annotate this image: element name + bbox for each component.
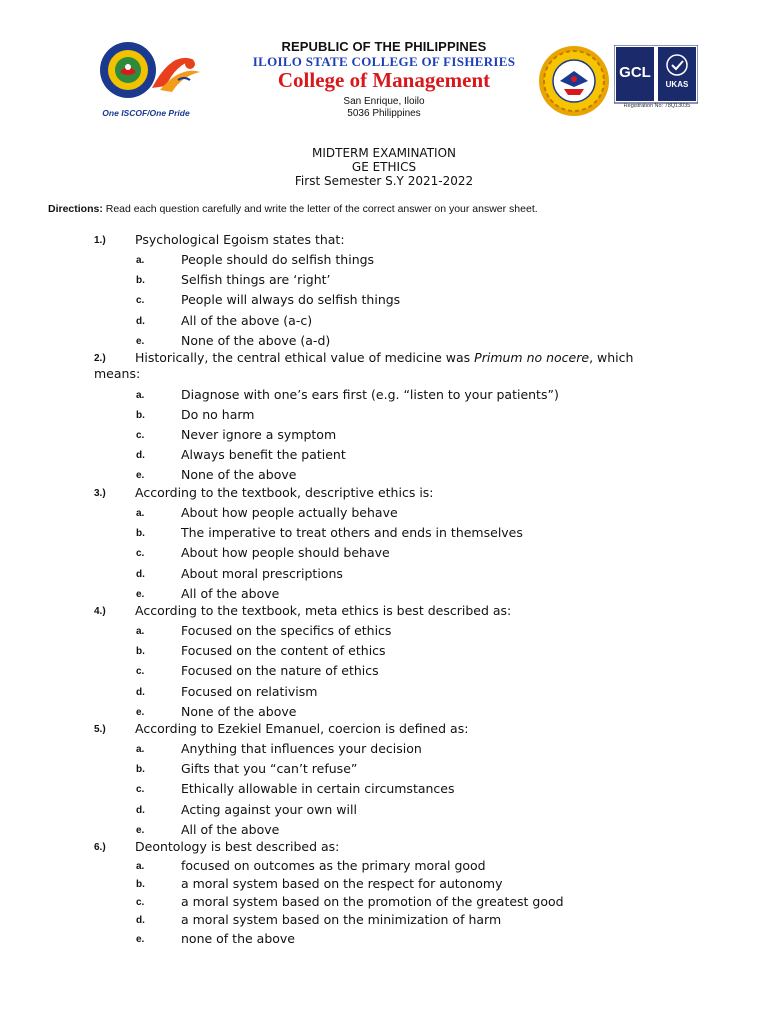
- option-letter: b.: [136, 528, 145, 539]
- svg-text:GCL: GCL: [619, 64, 651, 81]
- question-text: Deontology is best described as:: [135, 839, 340, 854]
- option-text: The imperative to treat others and ends in themselves: [181, 525, 523, 540]
- svg-text:UKAS: UKAS: [665, 80, 689, 89]
- gcl-ukas-certification-badge: [614, 45, 698, 111]
- option-letter: e.: [136, 470, 145, 481]
- option-letter: e.: [136, 589, 145, 600]
- option-letter: c.: [136, 295, 145, 306]
- school-name: ILOILO STATE COLLEGE OF FISHERIES: [252, 54, 516, 69]
- option-text: Diagnose with one’s ears first (e.g. “listen to your patients”): [181, 387, 559, 402]
- option-text: Never ignore a symptom: [181, 427, 337, 442]
- logo-left-tagline: One ISCOF/One Pride: [102, 108, 190, 118]
- option-text: Always benefit the patient: [181, 447, 346, 462]
- document-header: [0, 0, 768, 135]
- option-letter: a.: [136, 626, 145, 637]
- option-text: a moral system based on the promotion of the greatest good: [181, 894, 564, 909]
- option-letter: d.: [136, 316, 145, 327]
- address-line-2: 5036 Philippines: [347, 108, 421, 119]
- option-text: Anything that influences your decision: [181, 741, 422, 756]
- question-number: 6.): [94, 842, 106, 853]
- option-letter: d.: [136, 805, 145, 816]
- option-text: Focused on the specifics of ethics: [181, 623, 392, 638]
- option-letter: c.: [136, 897, 145, 908]
- option-text: None of the above: [181, 467, 297, 482]
- option-letter: b.: [136, 646, 145, 657]
- option-text: All of the above: [181, 822, 280, 837]
- option-text: Focused on the nature of ethics: [181, 663, 379, 678]
- option-text: People should do selfish things: [181, 252, 375, 267]
- option-text: People will always do selfish things: [181, 292, 401, 307]
- option-letter: b.: [136, 410, 145, 421]
- option-letter: e.: [136, 336, 145, 347]
- question-text-start: Historically, the central ethical value of medicine was: [135, 350, 475, 365]
- option-text: Gifts that you “can’t refuse”: [181, 761, 358, 776]
- question-text-end: , which: [589, 350, 634, 365]
- option-letter: c.: [136, 548, 145, 559]
- option-text: Focused on relativism: [181, 684, 318, 699]
- question-number: 5.): [94, 724, 106, 735]
- option-text: All of the above: [181, 586, 280, 601]
- option-letter: e.: [136, 825, 145, 836]
- option-text: focused on outcomes as the primary moral good: [181, 858, 486, 873]
- directions-text: Read each question carefully and write the letter of the correct answer on your answer sheet.: [102, 203, 538, 215]
- option-letter: d.: [136, 569, 145, 580]
- option-letter: a.: [136, 508, 145, 519]
- gcl-registration-number: Registration No: 78Q13035: [623, 103, 691, 109]
- option-text: About how people actually behave: [181, 505, 398, 520]
- option-letter: b.: [136, 764, 145, 775]
- option-letter: e.: [136, 934, 145, 945]
- option-letter: d.: [136, 915, 145, 926]
- address-line-1: San Enrique, Iloilo: [343, 96, 425, 107]
- question-number: 4.): [94, 606, 106, 617]
- question-text: [135, 350, 633, 365]
- question-text: Psychological Egoism states that:: [135, 232, 345, 247]
- option-letter: d.: [136, 687, 145, 698]
- republic-heading: REPUBLIC OF THE PHILIPPINES: [281, 39, 487, 54]
- option-text: none of the above: [181, 931, 295, 946]
- college-name: College of Management: [277, 68, 491, 92]
- question-text-italic: Primum no nocere: [474, 350, 590, 365]
- question-number: 3.): [94, 488, 106, 499]
- directions-label: Directions:: [48, 203, 103, 215]
- question-text: According to Ezekiel Emanuel, coercion is defined as:: [135, 721, 469, 736]
- college-gear-seal-logo: [538, 45, 610, 117]
- directions: [48, 203, 748, 215]
- option-letter: b.: [136, 275, 145, 286]
- option-letter: a.: [136, 744, 145, 755]
- option-letter: e.: [136, 707, 145, 718]
- option-text: Selfish things are ‘right’: [181, 272, 331, 287]
- option-text: None of the above: [181, 704, 297, 719]
- option-text: About moral prescriptions: [181, 566, 343, 581]
- option-text: None of the above (a-d): [181, 333, 331, 348]
- option-text: Do no harm: [181, 407, 255, 422]
- question-text-continued: means:: [94, 366, 141, 381]
- option-text: All of the above (a-c): [181, 313, 313, 328]
- question-text: According to the textbook, meta ethics is best described as:: [135, 603, 512, 618]
- option-text: a moral system based on the minimization of harm: [181, 912, 502, 927]
- exam-subject: GE ETHICS: [351, 160, 417, 174]
- option-text: Focused on the content of ethics: [181, 643, 386, 658]
- option-letter: c.: [136, 784, 145, 795]
- option-letter: c.: [136, 430, 145, 441]
- option-letter: c.: [136, 666, 145, 677]
- question-number: 2.): [94, 353, 106, 364]
- option-letter: d.: [136, 450, 145, 461]
- option-text: Ethically allowable in certain circumstances: [181, 781, 455, 796]
- exam-title: MIDTERM EXAMINATION: [312, 146, 456, 160]
- exam-semester: First Semester S.Y 2021-2022: [294, 174, 474, 188]
- option-text: a moral system based on the respect for autonomy: [181, 876, 503, 891]
- question-text: According to the textbook, descriptive ethics is:: [135, 485, 434, 500]
- option-letter: a.: [136, 861, 145, 872]
- option-text: About how people should behave: [181, 545, 390, 560]
- option-text: Acting against your own will: [181, 802, 357, 817]
- question-number: 1.): [94, 235, 106, 246]
- option-letter: a.: [136, 255, 145, 266]
- option-letter: b.: [136, 879, 145, 890]
- option-letter: a.: [136, 390, 145, 401]
